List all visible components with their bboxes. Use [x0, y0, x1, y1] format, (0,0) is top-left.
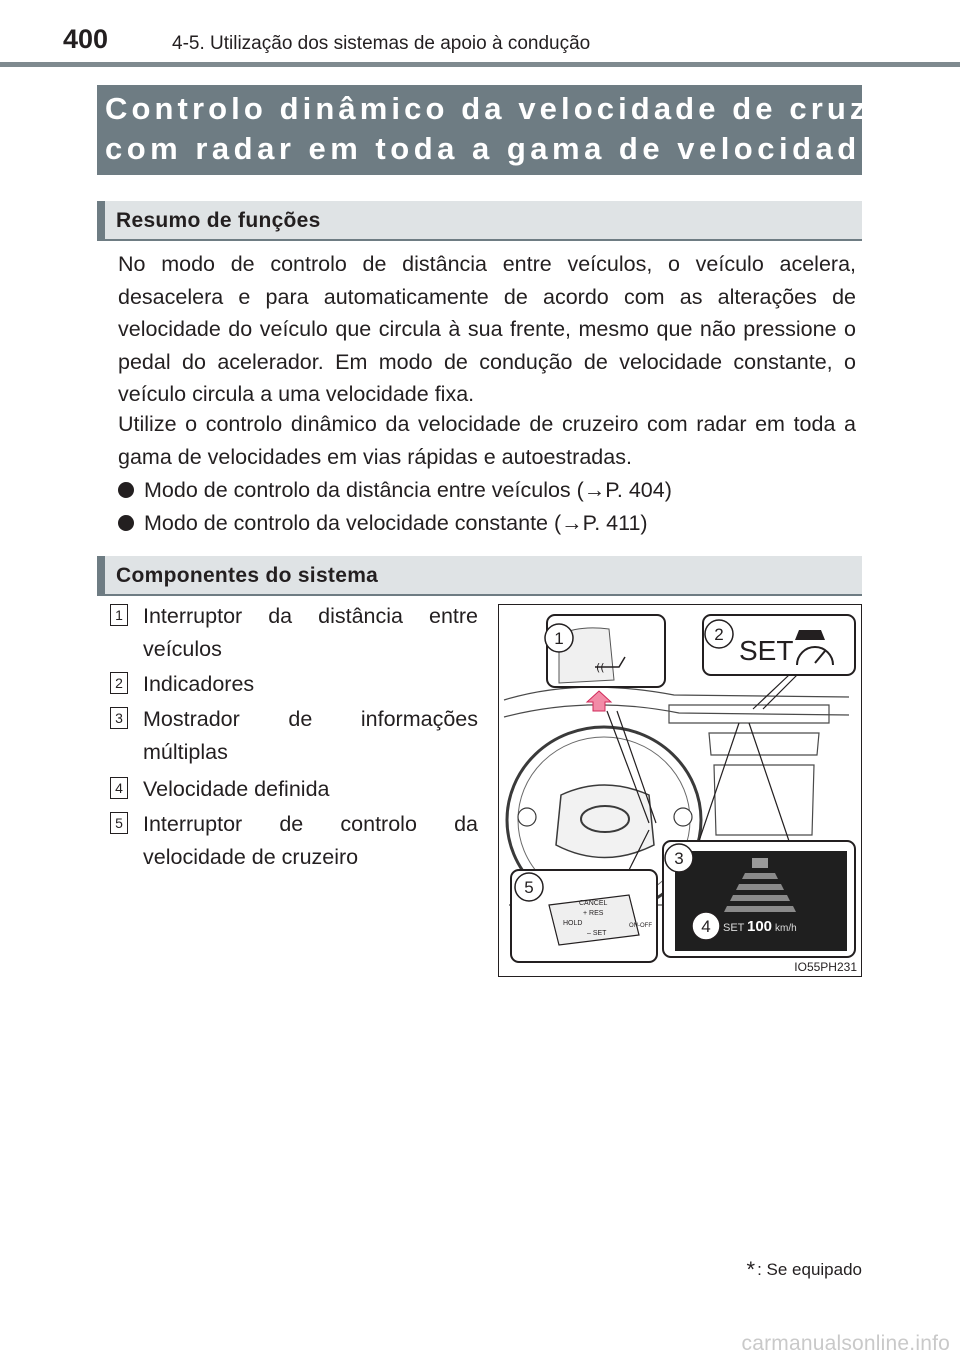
watermark: carmanualsonline.info	[741, 1332, 950, 1355]
bullet-item	[118, 474, 672, 506]
component-number-badge: 2	[110, 672, 128, 694]
section-underline	[97, 594, 862, 596]
callout-number-2: 2	[714, 625, 724, 644]
page-title	[97, 85, 943, 175]
display-set-speed: 100	[747, 918, 773, 935]
callout-number-3: 3	[674, 849, 684, 868]
section-heading-label: Componentes do sistema	[116, 564, 379, 587]
display-set-label: SET	[723, 922, 745, 934]
callout-number-4: 4	[701, 917, 711, 936]
component-number-badge: 1	[110, 604, 128, 626]
callout-box-indicators	[703, 615, 855, 709]
summary-paragraph-2: Utilize o controlo dinâmico da velocidade de cruzeiro com radar em toda a gama de velocidades em vias rápidas e autoestradas.	[118, 412, 856, 469]
lever-label-set: – SET	[587, 930, 607, 937]
system-components-figure	[498, 604, 862, 977]
svg-text:((: ((	[596, 661, 605, 674]
lever-label-res: + RES	[583, 910, 604, 917]
section-heading-summary	[97, 201, 862, 241]
component-number-badge: 5	[110, 812, 128, 834]
section-heading-components	[97, 556, 862, 596]
header-divider	[0, 62, 960, 67]
figure-code: IO55PH231	[794, 960, 857, 974]
lever-label-hold: HOLD	[563, 920, 583, 927]
bullet-item	[118, 507, 648, 539]
component-label: Velocidade definida	[143, 777, 330, 801]
component-label: Interruptor de controlo da velocidade de cruzeiro	[143, 812, 478, 869]
dashboard-illustration	[499, 605, 861, 976]
lever-label-on-off: ON-OFF	[629, 923, 652, 929]
section-accent-bar	[97, 556, 105, 596]
callout-box-multi-info-display	[663, 723, 855, 957]
section-accent-bar	[97, 201, 105, 241]
lever-label-cancel: CANCEL	[579, 900, 608, 907]
footnote	[747, 1257, 862, 1283]
section-heading-label: Resumo de funções	[116, 209, 321, 232]
component-label: Indicadores	[143, 672, 255, 696]
page-number: 400	[63, 24, 109, 54]
bullet-text: Modo de controlo da velocidade constante (→P. 411)	[144, 511, 648, 535]
component-label: Mostrador de informações múltiplas	[143, 707, 478, 764]
bullet-dot-icon	[118, 515, 134, 531]
bullet-dot-icon	[118, 482, 134, 498]
page-title-line-1: Controlo dinâmico da velocidade de cruzeiro	[105, 91, 943, 126]
equipped-asterisk: *	[906, 133, 918, 153]
page-header	[0, 0, 960, 70]
chapter-section-title: 4-5. Utilização dos sistemas de apoio à condução	[172, 33, 591, 54]
page-title-line-2	[105, 129, 918, 169]
page-title-line-2-text: com radar em toda a gama de velocidades	[105, 131, 905, 166]
component-label: Interruptor da distância entre veículos	[143, 604, 478, 661]
footnote-text: : Se equipado	[757, 1260, 862, 1279]
callout-number-1: 1	[554, 629, 564, 648]
bullet-text: Modo de controlo da distância entre veículos (→P. 404)	[144, 478, 672, 502]
set-indicator-label: SET	[739, 635, 794, 666]
section-underline	[97, 239, 862, 241]
summary-paragraph-1: No modo de controlo de distância entre veículos, o veículo acelera, desacelera e para automaticamente de acordo com as alterações de velocidade do veículo que circula à sua frente, mesmo que não pressione o pedal do acelerador. Em modo de condução de velocidade constante, o veículo circula a uma velocidade fixa.	[118, 252, 856, 406]
callout-number-5: 5	[524, 878, 534, 897]
display-speed-unit: km/h	[775, 923, 797, 934]
footnote-asterisk: *	[746, 1257, 756, 1282]
component-number-badge: 4	[110, 777, 128, 799]
component-number-badge: 3	[110, 707, 128, 729]
car-ahead-icon	[795, 630, 825, 640]
